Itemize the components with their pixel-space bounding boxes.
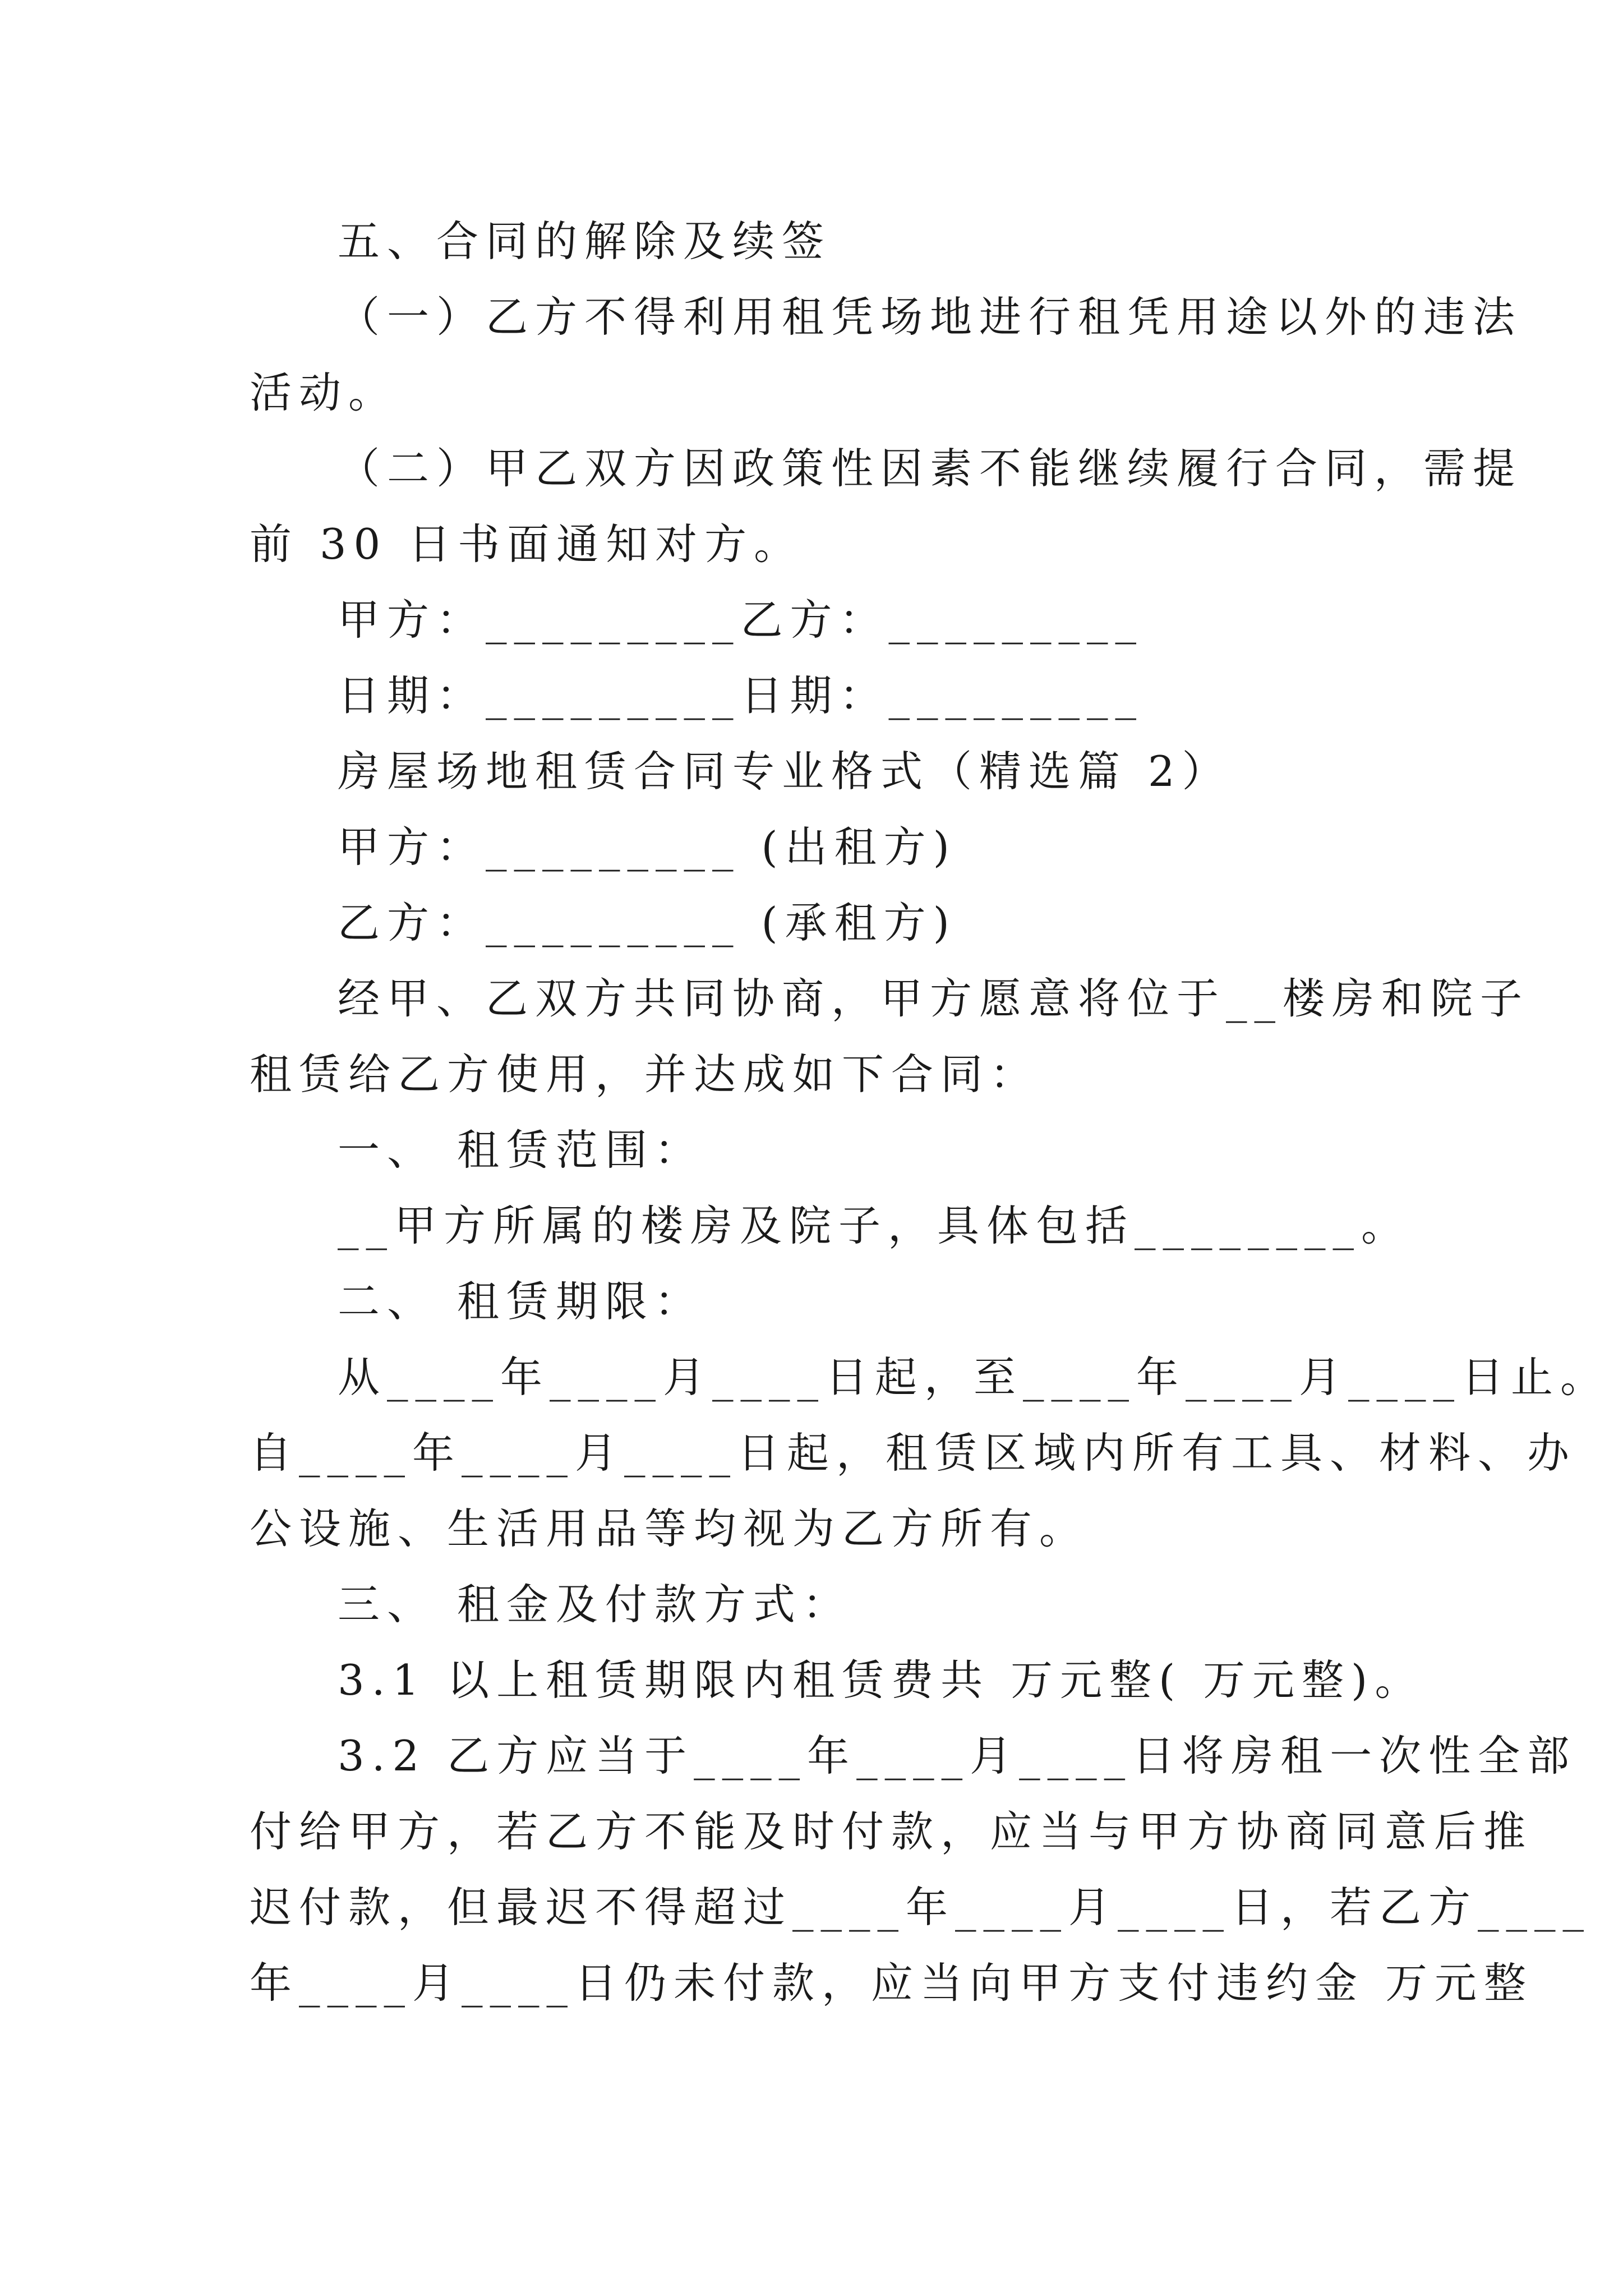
signature-party-line: 甲方：_________乙方：_________ xyxy=(338,595,1144,645)
rent-clause-3-2-line-1: 3.2 乙方应当于____年____月____日将房租一次性全部 xyxy=(338,1731,1577,1780)
clause-1-line-2: 活动。 xyxy=(250,368,398,417)
preamble-line-1: 经甲、乙双方共同协商，甲方愿意将位于__楼房和院子 xyxy=(338,974,1530,1023)
term-line-2: 自____年____月____日起，租赁区域内所有工具、材料、办 xyxy=(250,1428,1577,1478)
rent-clause-3-2-line-3: 迟付款，但最迟不得超过____年____月____日，若乙方____ xyxy=(250,1883,1592,1932)
rent-clause-3-2-line-2: 付给甲方，若乙方不能及时付款，应当与甲方协商同意后推 xyxy=(250,1807,1533,1856)
section-heading-scope: 一、 租赁范围： xyxy=(338,1125,704,1175)
term-line-3: 公设施、生活用品等均视为乙方所有。 xyxy=(250,1504,1089,1553)
preamble-line-2: 租赁给乙方使用，并达成如下合同： xyxy=(250,1050,1040,1099)
rent-clause-3-2-line-4: 年____月____日仍未付款，应当向甲方支付违约金 万元整 xyxy=(250,1958,1533,2008)
party-a-line: 甲方：_________ (出租方) xyxy=(338,822,957,872)
section-heading-rent: 三、 租金及付款方式： xyxy=(338,1580,852,1629)
signature-date-line: 日期：_________日期：_________ xyxy=(338,671,1144,720)
clause-1-line-1: （一）乙方不得利用租凭场地进行租凭用途以外的违法 xyxy=(338,292,1523,342)
party-b-line: 乙方：_________ (承租方) xyxy=(338,898,957,947)
section-heading-term: 二、 租赁期限： xyxy=(338,1277,704,1326)
rent-clause-3-1: 3.1 以上租赁期限内租赁费共 万元整( 万元整)。 xyxy=(338,1655,1424,1705)
contract-title: 房屋场地租赁合同专业格式（精选篇 2） xyxy=(338,747,1232,796)
clause-2-line-1: （二）甲乙双方因政策性因素不能继续履行合同，需提 xyxy=(338,444,1523,493)
section-heading-termination: 五、合同的解除及续签 xyxy=(338,217,832,266)
scope-text: __甲方所属的楼房及院子，具体包括________。 xyxy=(338,1201,1411,1250)
term-line-1: 从____年____月____日起，至____年____月____日止。 xyxy=(338,1352,1610,1402)
clause-2-line-2: 前 30 日书面通知对方。 xyxy=(250,519,804,569)
